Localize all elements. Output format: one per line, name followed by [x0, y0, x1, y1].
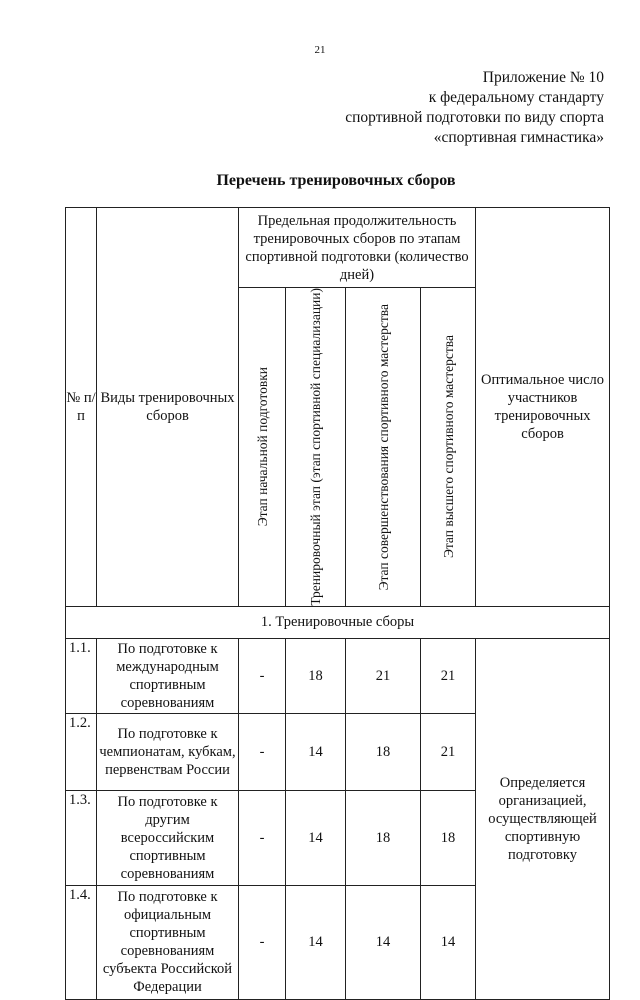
appendix-line: спортивной подготовки по виду спорта	[345, 109, 604, 126]
header-num: № п/п	[66, 208, 97, 607]
row-value: 18	[346, 790, 421, 885]
page-number: 21	[314, 44, 326, 56]
header-kind: Виды тренировочных сборов	[97, 208, 239, 607]
row-kind: По подготовке к международным спортивным соревнованиям	[97, 638, 239, 713]
optimal-note	[476, 638, 610, 999]
row-value: 18	[346, 713, 421, 790]
header-duration-group: Предельная продолжительность тренировочных сборов по этапам спортивной подготовки (количество дней)	[239, 208, 476, 288]
appendix-line: к федеральному стандарту	[428, 89, 604, 106]
row-value: 21	[346, 638, 421, 713]
row-value: 14	[346, 885, 421, 999]
appendix-line: Приложение № 10	[482, 69, 604, 86]
row-value: 14	[286, 790, 346, 885]
header-row	[66, 208, 610, 288]
appendix-header	[345, 68, 604, 148]
row-kind: По подготовке к официальным спортивным соревнованиям субъекта Российской Федерации	[97, 885, 239, 999]
row-num: 1.2.	[66, 713, 97, 790]
row-value: 18	[286, 638, 346, 713]
row-value: 14	[286, 885, 346, 999]
row-kind: По подготовке к другим всероссийским спортивным соревнованиям	[97, 790, 239, 885]
row-value: -	[239, 713, 286, 790]
header-stage: Этап совершенствования спортивного мастерства	[346, 288, 421, 607]
header-stage: Тренировочный этап (этап спортивной специализации)	[286, 288, 346, 607]
row-value: -	[239, 638, 286, 713]
row-value: -	[239, 790, 286, 885]
row-value: 21	[421, 638, 476, 713]
training-camps-table	[65, 207, 610, 1000]
row-num: 1.1.	[66, 638, 97, 713]
appendix-line: «спортивная гимнастика»	[433, 129, 604, 146]
row-num: 1.4.	[66, 885, 97, 999]
row-value: 14	[421, 885, 476, 999]
row-kind: По подготовке к чемпионатам, кубкам, первенствам России	[97, 713, 239, 790]
row-value: -	[239, 885, 286, 999]
section-row	[66, 606, 610, 638]
row-value: 14	[286, 713, 346, 790]
table-row	[66, 638, 610, 713]
row-value: 21	[421, 713, 476, 790]
header-optimal: Оптимальное число участников тренировочных сборов	[476, 208, 610, 607]
document-title: Перечень тренировочных сборов	[216, 172, 456, 189]
header-stage: Этап начальной подготовки	[239, 288, 286, 607]
header-stage: Этап высшего спортивного мастерства	[421, 288, 476, 607]
row-num: 1.3.	[66, 790, 97, 885]
section-title: 1. Тренировочные сборы	[66, 606, 610, 638]
row-value: 18	[421, 790, 476, 885]
optimal-note-text: Определяется организацией, осуществляющей спортивную подготовку	[488, 774, 597, 863]
